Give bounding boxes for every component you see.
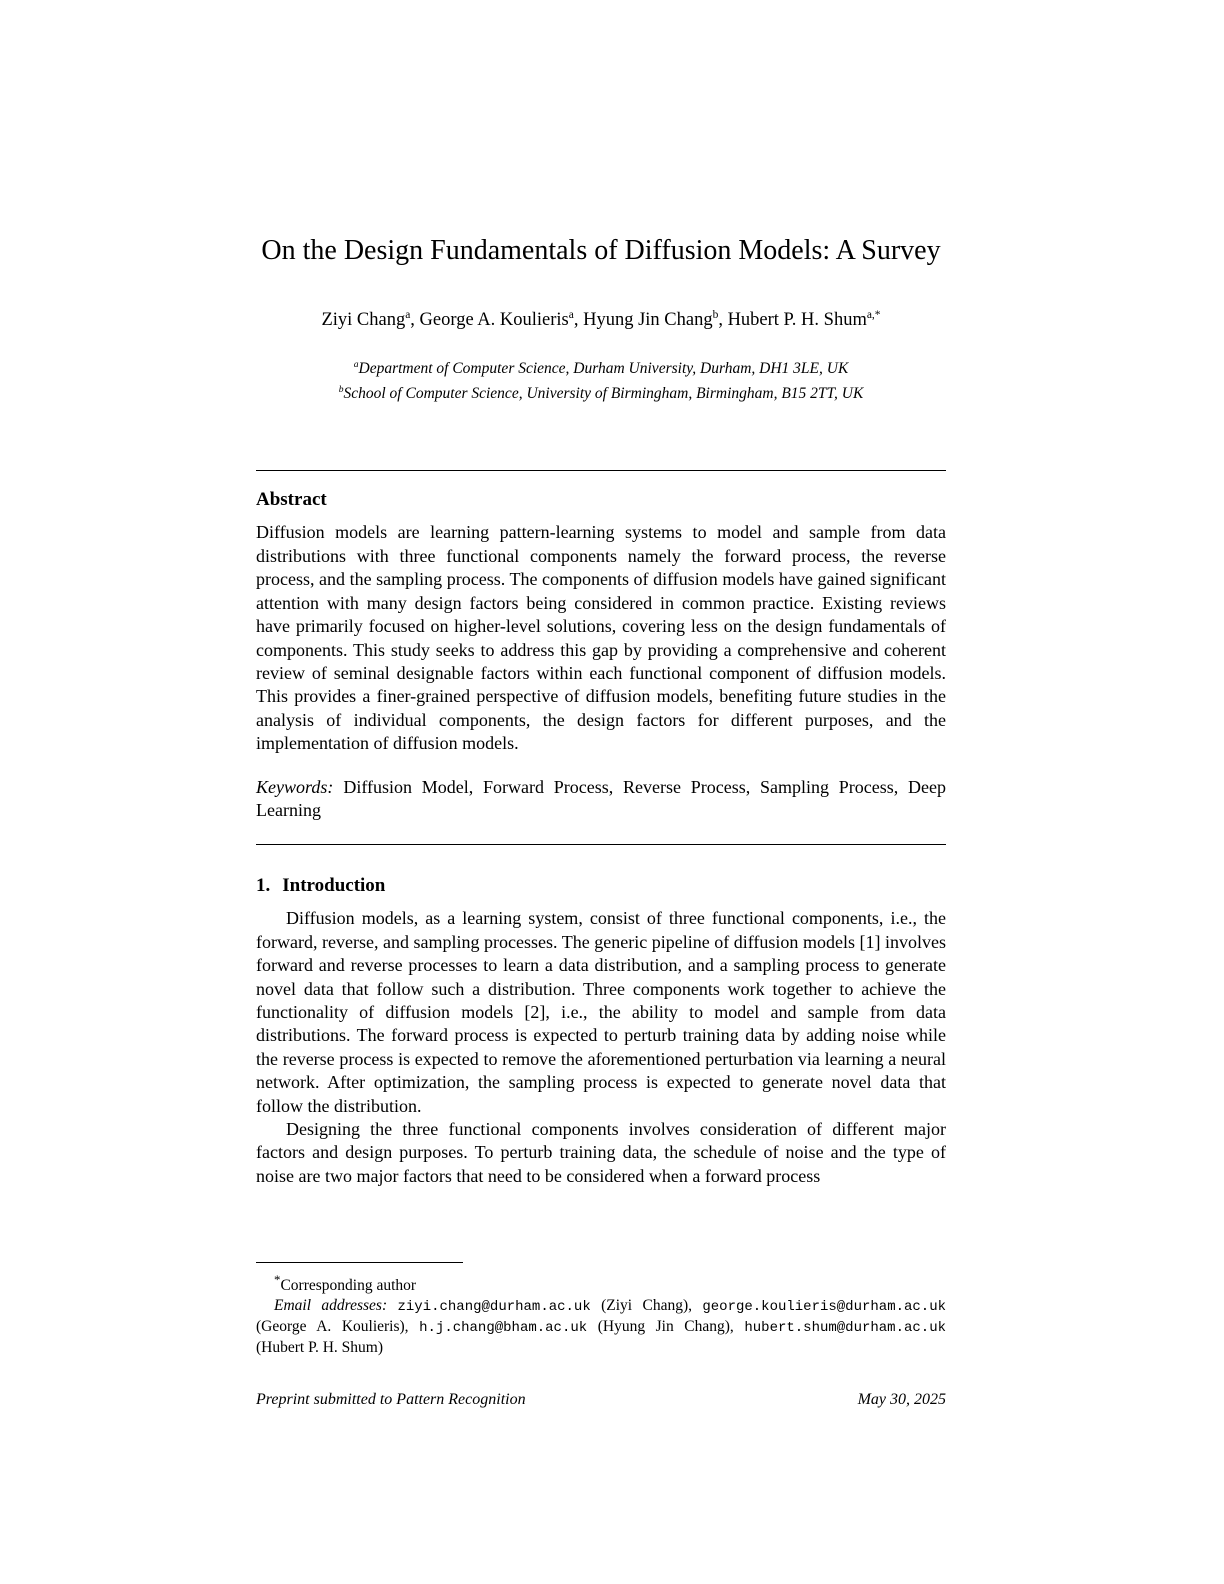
affiliations-block [256, 354, 946, 404]
paper-title: On the Design Fundamentals of Diffusion Models: A Survey [261, 235, 941, 266]
email-address: hubert.shum@durham.ac.uk [744, 1320, 946, 1337]
affiliation-marker: a [353, 359, 359, 371]
email-address: h.j.chang@bham.ac.uk [419, 1320, 588, 1337]
section-number: 1. [256, 875, 271, 897]
author-name: Hyung Jin Chang [583, 310, 713, 331]
author-name: Hubert P. H. Shum [727, 310, 867, 331]
email-owner: (George A. Koulieris), [256, 1318, 420, 1336]
author-affiliation-marker: a [568, 309, 574, 321]
email-addresses-note [256, 1296, 946, 1358]
introduction-body [256, 907, 946, 1188]
abstract-heading: Abstract [256, 489, 327, 511]
affiliation [256, 354, 946, 379]
keywords-text: Diffusion Model, Forward Process, Reverse Process, Sampling Process, Deep Learning [256, 776, 946, 820]
affiliation-text: School of Computer Science, University of Birmingham, Birmingham, B15 2TT, UK [343, 385, 864, 403]
corresponding-author-text: Corresponding author [280, 1277, 417, 1295]
section-heading-introduction [256, 873, 946, 899]
affiliation-text: Department of Computer Science, Durham University, Durham, DH1 3LE, UK [358, 360, 849, 378]
paragraph: Designing the three functional components involves consideration of different major factors and design purposes. To perturb training data, the schedule of noise and the type of noise are two major factors that need to be considered when a forward process [256, 1119, 946, 1186]
keywords-line [256, 776, 946, 823]
author [728, 310, 881, 330]
section-title: Introduction [282, 875, 386, 897]
author-affiliation-marker: a,* [866, 309, 881, 321]
email-addresses-label: Email addresses: [274, 1297, 388, 1315]
author-name: George A. Koulieris [419, 310, 569, 331]
email-owner: (Ziyi Chang), [590, 1297, 703, 1315]
author-line: Ziyi Chang$^a$, George A. Koulieris$^a$, Hyung Jin Chang$^b$, Hubert P. H. Shum$^{a,*}$ [321, 309, 881, 331]
top-divider [256, 470, 946, 471]
email-address: george.koulieris@durham.ac.uk [702, 1299, 946, 1316]
footnote-divider [256, 1262, 463, 1263]
email-owner: (Hubert P. H. Shum) [256, 1339, 384, 1357]
footnote-marker: * [274, 1272, 281, 1287]
author [583, 310, 718, 330]
author-affiliation-marker: a [405, 309, 411, 321]
author [321, 310, 410, 330]
page-footer [256, 1390, 946, 1410]
corresponding-author-note [256, 1270, 946, 1296]
author-affiliation-marker: b [712, 309, 719, 321]
author [420, 310, 574, 330]
abstract-text: Diffusion models are learning pattern-learning systems to model and sample from data distributions with three functional components namely the forward process, the reverse process, and the sampling process. The components of diffusion models have gained significant attention with many design factors being considered in common practice. Existing reviews have primarily focused on higher-level solutions, covering less on the design fundamentals of components. This study seeks to address this gap by providing a comprehensive and coherent review of seminal designable factors within each functional component of diffusion models. This provides a finer-grained perspective of diffusion models, benefiting future studies in the analysis of individual components, the design factors for different purposes, and the implementation of diffusion models. [256, 522, 946, 754]
author-name: Ziyi Chang [321, 310, 406, 331]
email-address: ziyi.chang@durham.ac.uk [397, 1299, 591, 1316]
keywords-label: Keywords: [256, 776, 334, 797]
abstract-bottom-divider [256, 844, 946, 845]
affiliation [256, 379, 946, 404]
footnote-block [256, 1262, 946, 1358]
footer-date: May 30, 2025 [857, 1391, 946, 1408]
paragraph: Diffusion models, as a learning system, consist of three functional components, i.e., the forward, reverse, and sampling processes. The generic pipeline of diffusion models [1] involves forward and reverse processes to learn a data distribution, and a sampling process to generate novel data that follow such a distribution. Three components work together to achieve the functionality of diffusion models [2], i.e., the ability to model and sample from data distributions. The forward process is expected to perturb training data by adding noise while the reverse process is expected to remove the aforementioned perturbation via learning a neural network. After optimization, the sampling process is expected to generate novel data that follow the distribution. [256, 908, 946, 1116]
paper-content [256, 0, 946, 1188]
email-owner: (Hyung Jin Chang), [587, 1318, 745, 1336]
footer-journal-note: Preprint submitted to Pattern Recognition [256, 1391, 526, 1408]
affiliation-marker: b [338, 384, 344, 396]
